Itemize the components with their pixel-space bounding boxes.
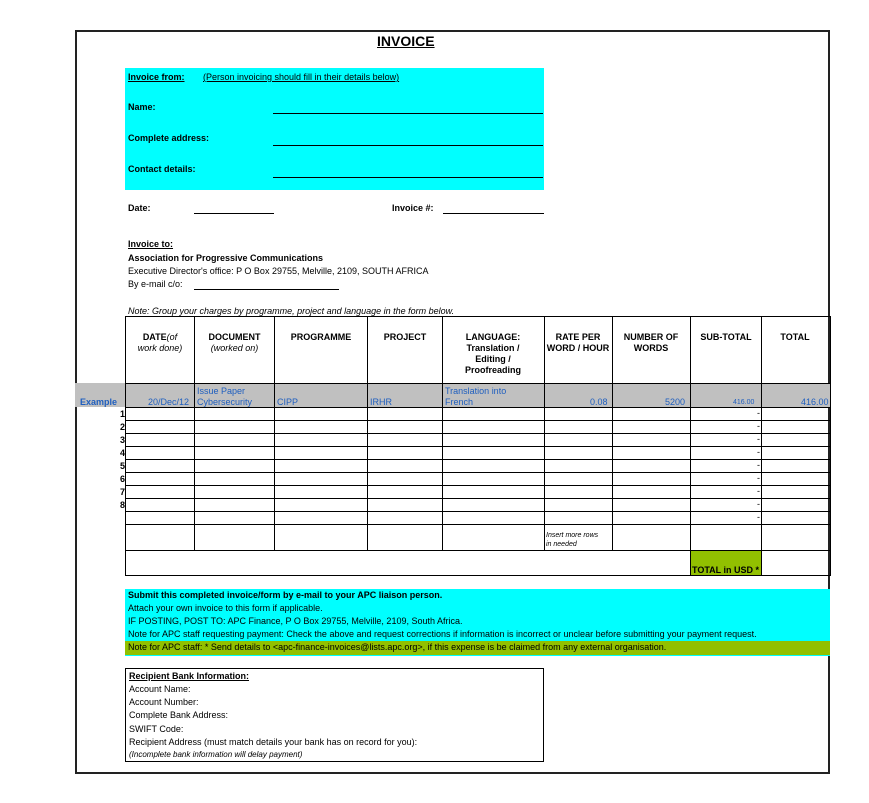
submit-line3: IF POSTING, POST TO: APC Finance, P O Box 29755, Melville, 2109, South Africa.: [128, 616, 463, 626]
example-language-line1: Translation into: [445, 386, 507, 396]
row-number: 5: [119, 461, 125, 471]
subtotal-dash: -: [757, 499, 760, 509]
row-number: 3: [119, 435, 125, 445]
header-rate: RATE PER WORD / HOUR: [546, 332, 610, 353]
submit-line2: Attach your own invoice to this form if applicable.: [128, 603, 323, 613]
account-number-label: Account Number:: [129, 697, 199, 707]
submit-instructions: [125, 589, 830, 656]
grouping-note: Note: Group your charges by programme, project and language in the form below.: [128, 306, 455, 316]
invoice-to-heading: Invoice to:: [128, 239, 174, 249]
subtotal-dash: -: [757, 473, 760, 483]
name-label: Name:: [128, 102, 156, 112]
header-language: LANGUAGE: Translation / Editing / Proofreading: [464, 332, 521, 375]
example-total: 416.00: [801, 397, 829, 407]
insert-rows-note-line2: in needed: [546, 541, 577, 548]
example-project: IRHR: [370, 397, 392, 407]
row-number: 2: [119, 422, 125, 432]
insert-rows-note-line1: Insert more rows: [546, 532, 599, 539]
email-field[interactable]: [194, 289, 339, 290]
bank-warning: (Incomplete bank information will delay payment): [129, 750, 303, 759]
example-label: Example: [80, 397, 118, 407]
invoice-from-note: (Person invoicing should fill in their details below): [203, 72, 400, 82]
header-programme: PROGRAMME: [290, 332, 352, 342]
invoice-number-label: Invoice #:: [392, 203, 434, 213]
example-programme: CIPP: [277, 397, 299, 407]
header-document: DOCUMENT (worked on): [208, 332, 261, 353]
submit-line1: Submit this completed invoice/form by e-mail to your APC liaison person.: [128, 590, 443, 600]
subtotal-dash: -: [757, 434, 760, 444]
invoice-to-email-label: By e-mail c/o:: [128, 279, 183, 289]
row-number: 4: [119, 448, 125, 458]
address-field[interactable]: [273, 145, 543, 146]
example-rate: 0.08: [590, 397, 608, 407]
account-name-label: Account Name:: [129, 684, 191, 694]
example-document-line1: Issue Paper: [197, 386, 246, 396]
invoice-from-section: [125, 68, 544, 190]
example-words: 5200: [665, 397, 686, 407]
subtotal-dash: -: [757, 512, 760, 522]
row-number: 6: [119, 474, 125, 484]
subtotal-dash: -: [757, 486, 760, 496]
invoice-from-heading: Invoice from:: [128, 72, 185, 82]
invoice-to-office: Executive Director's office: P O Box 29755, Melville, 2109, SOUTH AFRICA: [128, 266, 429, 276]
header-date: DATE(of work done): [137, 332, 183, 353]
row-number: 8: [119, 500, 125, 510]
example-date: 20/Dec/12: [148, 397, 190, 407]
date-field[interactable]: [194, 213, 274, 214]
example-language-line2: French: [445, 397, 474, 407]
row-number: 1: [119, 409, 125, 419]
recipient-address-label: Recipient Address (must match details your bank has on record for you):: [129, 737, 418, 747]
contact-label: Contact details:: [128, 164, 196, 174]
bank-info-section: [125, 668, 544, 762]
header-words: NUMBER OF WORDS: [623, 332, 679, 353]
invoice-number-field[interactable]: [443, 213, 544, 214]
invoice-to-org: Association for Progressive Communications: [128, 253, 324, 263]
subtotal-dash: -: [757, 421, 760, 431]
total-label: TOTAL in USD *: [692, 565, 760, 575]
swift-code-label: SWIFT Code:: [129, 724, 184, 734]
name-field[interactable]: [273, 113, 543, 114]
example-document-line2: Cybersecurity: [197, 397, 253, 407]
invoice-title: INVOICE: [377, 33, 435, 49]
subtotal-dash: -: [757, 460, 760, 470]
address-label: Complete address:: [128, 133, 210, 143]
subtotal-dash: -: [757, 447, 760, 457]
date-label: Date:: [128, 203, 151, 213]
submit-line4: Note for APC staff requesting payment: Check the above and request corrections if information is incorrect or unclear before submitting your payment request.: [128, 629, 757, 639]
example-subtotal: 416.00: [733, 399, 755, 406]
header-project: PROJECT: [383, 332, 427, 342]
header-subtotal: SUB-TOTAL: [700, 332, 752, 342]
bank-address-label: Complete Bank Address:: [129, 710, 229, 720]
header-total: TOTAL: [780, 332, 810, 342]
contact-field[interactable]: [273, 177, 543, 178]
subtotal-dash: -: [757, 408, 760, 418]
submit-line5: Note for APC staff: * Send details to <apc-finance-invoices@lists.apc.org>, if this expense is be claimed from any external organisation.: [128, 642, 667, 652]
bank-heading: Recipient Bank Information:: [129, 671, 250, 681]
row-number: 7: [119, 487, 125, 497]
